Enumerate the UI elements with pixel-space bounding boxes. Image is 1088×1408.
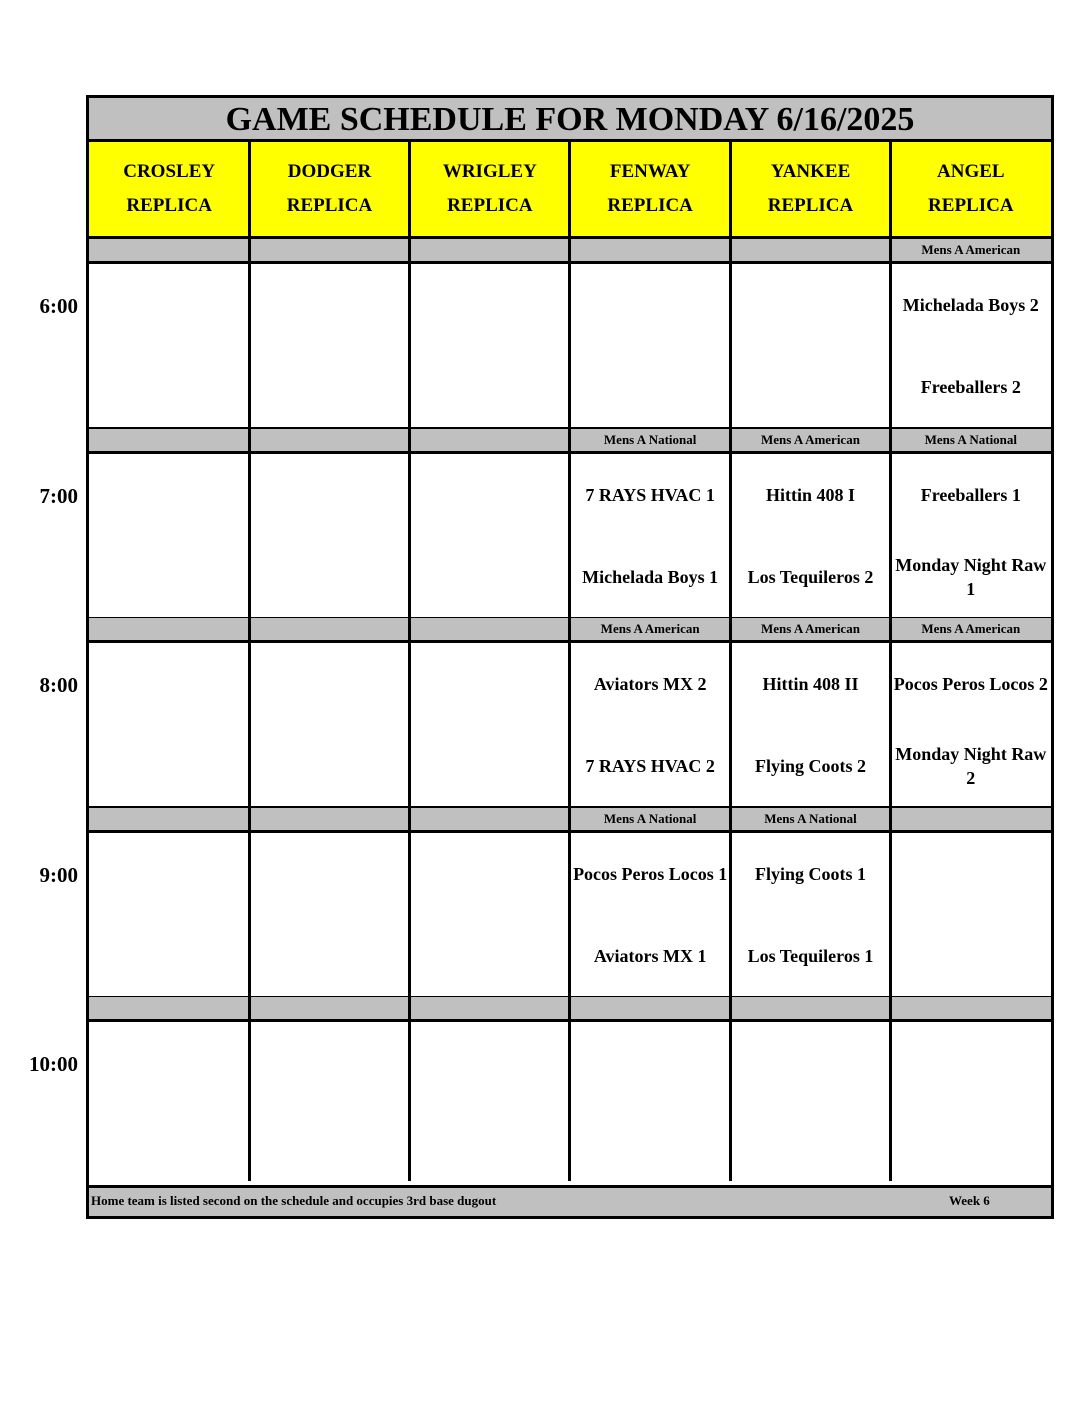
field-name: ANGEL — [937, 161, 1005, 182]
game-cell — [730, 1022, 890, 1185]
away-team — [410, 651, 570, 717]
home-team — [89, 544, 249, 610]
away-team — [730, 272, 890, 338]
field-header-dodger — [249, 142, 409, 236]
game-cell — [89, 1022, 249, 1185]
division-label — [249, 429, 409, 451]
away-team — [89, 1030, 249, 1096]
game-cell — [891, 1022, 1051, 1185]
away-team — [89, 272, 249, 338]
game-cell — [249, 643, 409, 806]
division-label — [89, 239, 249, 261]
division-label — [891, 997, 1051, 1019]
game-cell — [730, 643, 890, 806]
division-label — [89, 429, 249, 451]
division-label: Mens A National — [570, 429, 730, 451]
field-subtitle: REPLICA — [126, 195, 212, 216]
away-team: Hittin 408 I — [765, 484, 855, 505]
home-team — [249, 354, 409, 420]
away-team: Flying Coots 1 — [754, 863, 866, 884]
game-cell — [570, 833, 730, 996]
home-team — [730, 1112, 890, 1178]
division-label — [249, 997, 409, 1019]
column-divider — [889, 142, 892, 1181]
division-label: Mens A American — [891, 239, 1051, 261]
game-cell — [410, 1022, 570, 1185]
column-divider — [729, 142, 732, 1181]
away-team — [249, 841, 409, 907]
home-team — [410, 1112, 570, 1178]
away-team — [410, 462, 570, 528]
away-team — [410, 841, 570, 907]
game-cell — [410, 833, 570, 996]
home-team — [249, 923, 409, 989]
away-team — [89, 841, 249, 907]
game-cell — [89, 833, 249, 996]
game-cell — [570, 454, 730, 617]
time-label: 8:00 — [39, 673, 78, 697]
game-cell — [249, 454, 409, 617]
away-team — [570, 272, 730, 338]
home-team: 7 RAYS HVAC 2 — [585, 756, 715, 776]
away-team: 7 RAYS HVAC 1 — [585, 484, 715, 505]
game-cell — [89, 643, 249, 806]
game-cell — [89, 454, 249, 617]
field-name: FENWAY — [609, 161, 691, 182]
away-team — [89, 462, 249, 528]
home-team — [410, 733, 570, 799]
field-header-wrigley — [410, 142, 570, 236]
division-label — [89, 618, 249, 640]
column-divider — [248, 142, 251, 1181]
away-team: Freeballers 1 — [920, 484, 1021, 505]
division-label: Mens A National — [891, 429, 1051, 451]
home-team: Los Tequileros 1 — [747, 945, 874, 966]
home-team — [891, 1112, 1051, 1178]
away-team — [410, 1030, 570, 1096]
time-label: 10:00 — [29, 1052, 78, 1076]
field-header-fenway — [570, 142, 730, 236]
game-cell — [410, 264, 570, 427]
away-team: Pocos Peros Locos 1 — [573, 863, 728, 884]
division-label — [570, 997, 730, 1019]
time-label: 9:00 — [39, 862, 78, 887]
game-cell — [570, 1022, 730, 1185]
away-team — [249, 1030, 409, 1096]
home-team: Monday Night Raw 1 — [895, 554, 1047, 599]
division-label: Mens A American — [730, 618, 890, 640]
week-label: Week 6 — [949, 1193, 990, 1208]
schedule-title: GAME SCHEDULE FOR MONDAY 6/16/2025 — [89, 98, 1051, 142]
away-team — [730, 1030, 890, 1096]
time-label: 6:00 — [39, 294, 78, 318]
game-cell — [730, 264, 890, 427]
game-cell — [891, 833, 1051, 996]
away-team — [891, 1030, 1051, 1096]
field-name: WRIGLEY — [442, 161, 537, 182]
division-label — [730, 997, 890, 1019]
division-label — [249, 239, 409, 261]
field-subtitle: REPLICA — [286, 195, 373, 216]
away-team — [249, 462, 409, 528]
game-cell — [249, 833, 409, 996]
home-team-note: Home team is listed second on the schedule and occupies 3rd base dugout — [91, 1193, 497, 1208]
game-cell — [730, 454, 890, 617]
home-team — [89, 354, 249, 420]
game-cell — [891, 264, 1051, 427]
field-name: YANKEE — [770, 161, 851, 182]
schedule-footer — [89, 1184, 1051, 1216]
game-cell — [249, 1022, 409, 1185]
row-divider — [89, 1185, 1051, 1188]
home-team: Flying Coots 2 — [754, 756, 866, 776]
away-team — [249, 272, 409, 338]
division-label — [249, 618, 409, 640]
column-divider — [568, 142, 571, 1181]
away-team: Michelada Boys 2 — [902, 295, 1039, 315]
field-header-yankee — [730, 142, 890, 236]
home-team — [249, 544, 409, 610]
home-team — [249, 733, 409, 799]
division-label: Mens A National — [730, 808, 890, 830]
away-team — [249, 651, 409, 717]
game-cell — [410, 454, 570, 617]
field-header-angel — [891, 142, 1051, 236]
field-subtitle: REPLICA — [767, 195, 854, 216]
division-label — [410, 808, 570, 830]
field-subtitle: REPLICA — [607, 195, 693, 216]
division-label: Mens A American — [730, 429, 890, 451]
schedule-table — [86, 95, 1054, 1219]
division-label — [410, 997, 570, 1019]
field-name: CROSLEY — [123, 161, 216, 182]
home-team — [89, 923, 249, 989]
division-label — [89, 997, 249, 1019]
away-team — [89, 651, 249, 717]
division-label: Mens A American — [891, 618, 1051, 640]
home-team — [410, 923, 570, 989]
home-team — [89, 1112, 249, 1178]
home-team: Monday Night Raw 2 — [895, 744, 1047, 788]
away-team — [891, 841, 1051, 907]
time-label: 7:00 — [39, 483, 78, 508]
game-cell — [89, 264, 249, 427]
away-team: Hittin 408 II — [762, 674, 859, 694]
field-name: DODGER — [287, 161, 372, 182]
division-label — [249, 808, 409, 830]
division-label: Mens A National — [570, 808, 730, 830]
away-team: Pocos Peros Locos 2 — [893, 674, 1048, 694]
home-team: Aviators MX 1 — [593, 945, 707, 966]
home-team — [570, 354, 730, 420]
division-label — [89, 808, 249, 830]
game-cell — [891, 454, 1051, 617]
away-team — [570, 1030, 730, 1096]
field-subtitle: REPLICA — [447, 195, 533, 216]
division-label: Mens A American — [570, 618, 730, 640]
division-label — [410, 429, 570, 451]
division-label — [730, 239, 890, 261]
home-team — [570, 1112, 730, 1178]
division-label — [570, 239, 730, 261]
home-team: Michelada Boys 1 — [582, 566, 719, 587]
game-cell — [410, 643, 570, 806]
game-cell — [570, 643, 730, 806]
division-label — [891, 808, 1051, 830]
away-team: Aviators MX 2 — [593, 674, 707, 694]
home-team — [249, 1112, 409, 1178]
game-cell — [891, 643, 1051, 806]
field-header-crosley — [89, 142, 249, 236]
field-subtitle: REPLICA — [928, 195, 1014, 216]
home-team — [89, 733, 249, 799]
home-team — [730, 354, 890, 420]
division-label — [410, 618, 570, 640]
home-team: Freeballers 2 — [920, 377, 1021, 397]
home-team — [410, 544, 570, 610]
game-cell — [249, 264, 409, 427]
home-team — [410, 354, 570, 420]
division-label — [410, 239, 570, 261]
away-team — [410, 272, 570, 338]
column-divider — [408, 142, 411, 1181]
home-team: Los Tequileros 2 — [747, 566, 874, 587]
game-cell — [570, 264, 730, 427]
home-team — [891, 923, 1051, 989]
game-cell — [730, 833, 890, 996]
